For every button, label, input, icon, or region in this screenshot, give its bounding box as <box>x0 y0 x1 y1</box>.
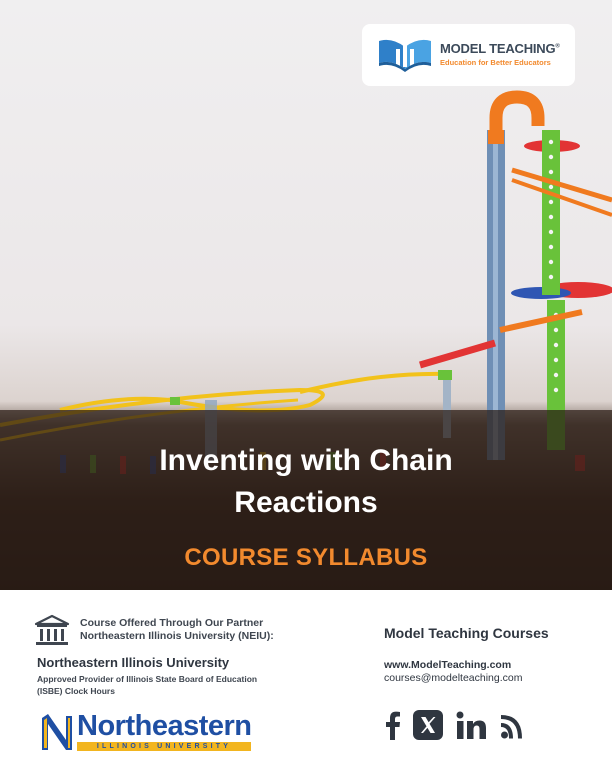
course-syllabus-label: COURSE SYLLABUS <box>184 544 428 571</box>
model-teaching-logo <box>362 24 575 86</box>
x-icon[interactable] <box>413 710 443 740</box>
course-title: Inventing with Chain Reactions <box>159 444 453 519</box>
contact-heading: Model Teaching Courses <box>384 625 549 641</box>
book-logo-icon <box>376 35 434 75</box>
email-link[interactable]: courses@modelteaching.com <box>384 672 523 684</box>
logo-tagline: Education for Better Educators <box>440 58 551 67</box>
facebook-icon[interactable] <box>384 710 402 740</box>
logo-wordmark: MODEL TEACHING® <box>440 41 560 56</box>
partner-statement: Course Offered Through Our Partner Northeastern Illinois University (NEIU): <box>80 617 274 642</box>
isbe-approval-text: Approved Provider of Illinois State Board of Education (ISBE) Clock Hours <box>37 674 258 696</box>
neiu-strip: ILLINOIS UNIVERSITY <box>77 742 251 751</box>
neiu-n-logo-icon <box>40 712 74 752</box>
university-name: Northeastern Illinois University <box>37 655 230 670</box>
university-building-icon <box>34 614 70 648</box>
linkedin-icon[interactable] <box>456 710 488 740</box>
neiu-wordmark: Northeastern <box>77 710 252 742</box>
website-link[interactable]: www.ModelTeaching.com <box>384 659 512 671</box>
rss-icon[interactable] <box>500 710 524 740</box>
